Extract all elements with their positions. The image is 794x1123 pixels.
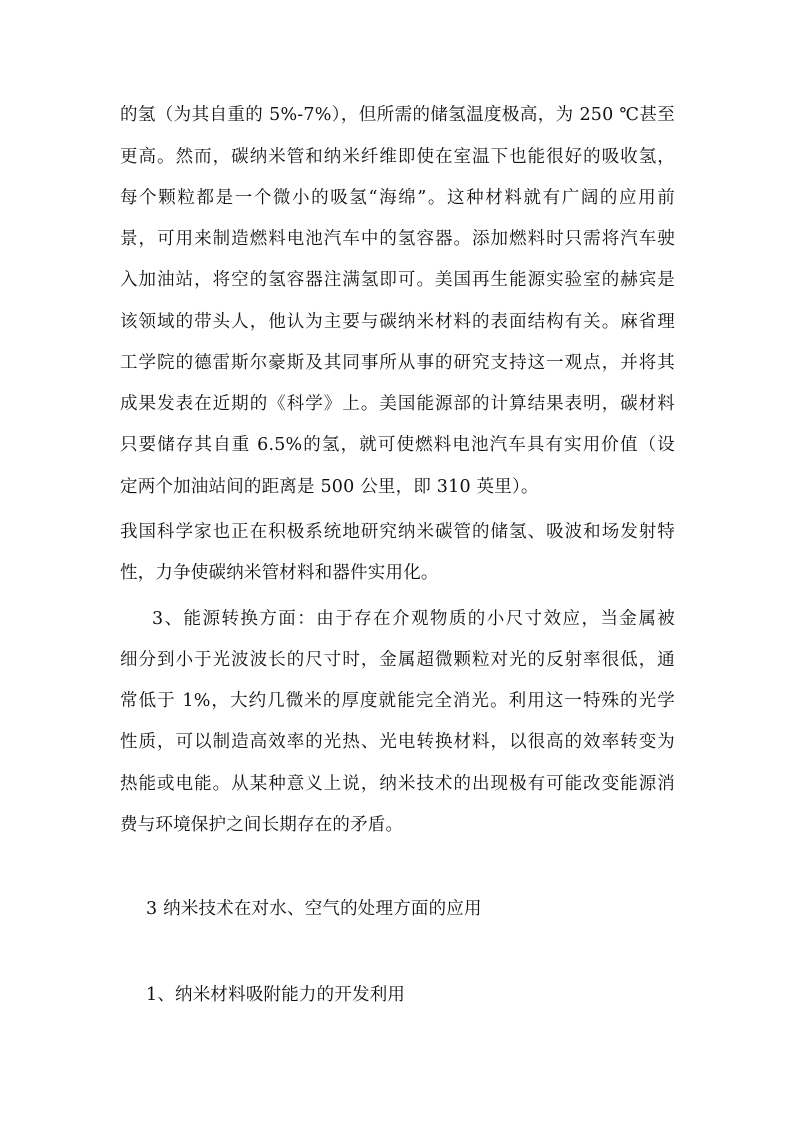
subsection-heading: 1、纳米材料吸附能力的开发利用 [146,985,406,1005]
text-line: 景，可用来制造燃料电池汽车中的氢容器。添加燃料时只需将汽车驶 [120,229,675,249]
text-line: 每个颗粒都是一个微小的吸氢“海绵”。这种材料就有广阔的应用前 [120,188,675,208]
text-line: 该领域的带头人，他认为主要与碳纳米材料的表面结构有关。麻省理 [120,312,675,332]
text-line: 的氢（为其自重的 5%-7%），但所需的储氢温度极高，为 250 ℃甚至 [120,105,675,125]
text-line: 细分到小于光波波长的尺寸时，金属超微颗粒对光的反射率很低，通 [120,650,675,670]
text-line: 只要储存其自重 6.5%的氢，就可使燃料电池汽车具有实用价值（设 [120,435,675,455]
text-line: 费与环境保护之间长期存在的矛盾。 [120,815,404,835]
text-line: 热能或电能。从某种意义上说，纳米技术的出现极有可能改变能源消 [120,774,675,794]
section-heading: 3 纳米技术在对水、空气的处理方面的应用 [146,899,482,919]
text-line: 成果发表在近期的《科学》上。美国能源部的计算结果表明，碳材料 [120,394,675,414]
text-line: 常低于 1%，大约几微米的厚度就能完全消光。利用这一特殊的光学 [120,691,675,711]
text-line: 3、能源转换方面：由于存在介观物质的小尺寸效应，当金属被 [152,609,675,629]
text-line: 工学院的德雷斯尔豪斯及其同事所从事的研究支持这一观点，并将其 [120,353,675,373]
text-line: 性质，可以制造高效率的光热、光电转换材料，以很高的效率转变为 [120,732,675,752]
text-line: 性，力争使碳纳米管材料和器件实用化。 [120,563,439,583]
text-line: 更高。然而，碳纳米管和纳米纤维即使在室温下也能很好的吸收氢， [120,147,675,167]
text-line: 入加油站，将空的氢容器注满氢即可。美国再生能源实验室的赫宾是 [120,270,675,290]
text-line: 我国科学家也正在积极系统地研究纳米碳管的储氢、吸波和场发射特 [120,522,675,542]
text-line: 定两个加油站间的距离是 500 公里，即 310 英里）。 [120,477,539,497]
